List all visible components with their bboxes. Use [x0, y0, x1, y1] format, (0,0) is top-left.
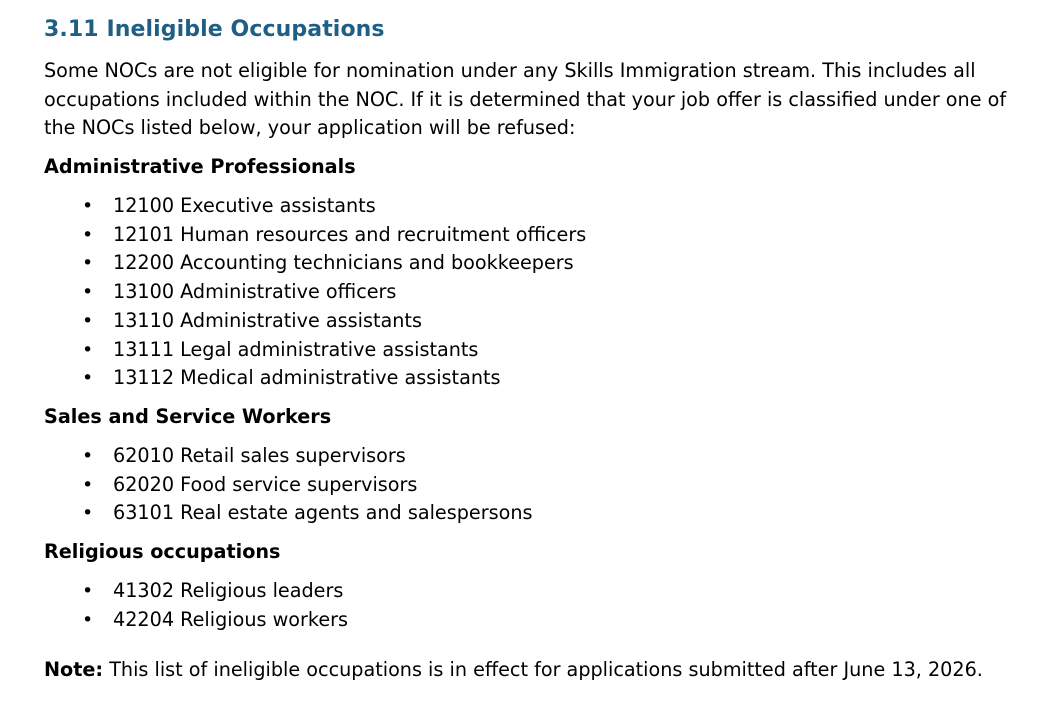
occupation-text: 12200 Accounting technicians and bookkeepers	[113, 251, 574, 275]
list-item	[44, 364, 1014, 393]
occupation-list	[44, 577, 1014, 634]
bullet-icon: •	[82, 195, 94, 218]
bullet-icon: •	[82, 281, 94, 304]
occupation-text: 62010 Retail sales supervisors	[113, 443, 406, 467]
bullet-icon: •	[82, 502, 94, 525]
bullet-icon: •	[82, 252, 94, 275]
bullet-icon: •	[82, 608, 94, 631]
bullet-icon: •	[82, 579, 94, 602]
occupation-text: 42204 Religious workers	[113, 607, 349, 631]
occupation-text: 63101 Real estate agents and salespersons	[113, 501, 533, 525]
bullet-icon: •	[82, 338, 94, 361]
note-text: This list of ineligible occupations is in effect for applications submitted after June 13, 2026.	[103, 658, 983, 682]
list-item	[44, 249, 1014, 278]
bullet-icon: •	[82, 309, 94, 332]
occupation-text: 13110 Administrative assistants	[113, 308, 422, 332]
bullet-icon: •	[82, 473, 94, 496]
occupation-group-religious	[44, 538, 1014, 634]
occupation-group-sales-service	[44, 403, 1014, 528]
bullet-icon: •	[82, 223, 94, 246]
note-label: Note:	[44, 658, 104, 682]
intro-paragraph: Some NOCs are not eligible for nomination under any Skills Immigration stream. This includes all occupations included within the NOC. If it is determined that your job offer is classified under one of the NOCs listed below, your application will be refused:	[44, 59, 1007, 140]
list-item	[44, 499, 1014, 528]
list-item	[44, 471, 1014, 500]
bullet-icon: •	[82, 367, 94, 390]
occupation-text: 62020 Food service supervisors	[113, 472, 418, 496]
list-item	[44, 577, 1014, 606]
occupation-list	[44, 442, 1014, 528]
list-item	[44, 221, 1014, 250]
list-item	[44, 307, 1014, 336]
list-item	[44, 278, 1014, 307]
section-heading: 3.11 Ineligible Occupations	[44, 17, 385, 42]
occupation-text: 13111 Legal administrative assistants	[113, 337, 479, 361]
group-heading: Sales and Service Workers	[44, 404, 332, 428]
bullet-icon: •	[82, 444, 94, 467]
occupation-text: 13112 Medical administrative assistants	[113, 366, 501, 390]
occupation-text: 13100 Administrative officers	[113, 280, 397, 304]
list-item	[44, 442, 1014, 471]
list-item	[44, 606, 1014, 635]
list-item	[44, 336, 1014, 365]
occupation-text: 12101 Human resources and recruitment officers	[113, 222, 587, 246]
occupation-list	[44, 192, 1014, 393]
occupation-text: 12100 Executive assistants	[113, 194, 376, 218]
note-paragraph	[44, 656, 1014, 684]
group-heading: Religious occupations	[44, 539, 281, 563]
occupation-group-administrative	[44, 153, 1014, 393]
occupation-text: 41302 Religious leaders	[113, 578, 344, 602]
list-item	[44, 192, 1014, 221]
group-heading: Administrative Professionals	[44, 155, 356, 179]
